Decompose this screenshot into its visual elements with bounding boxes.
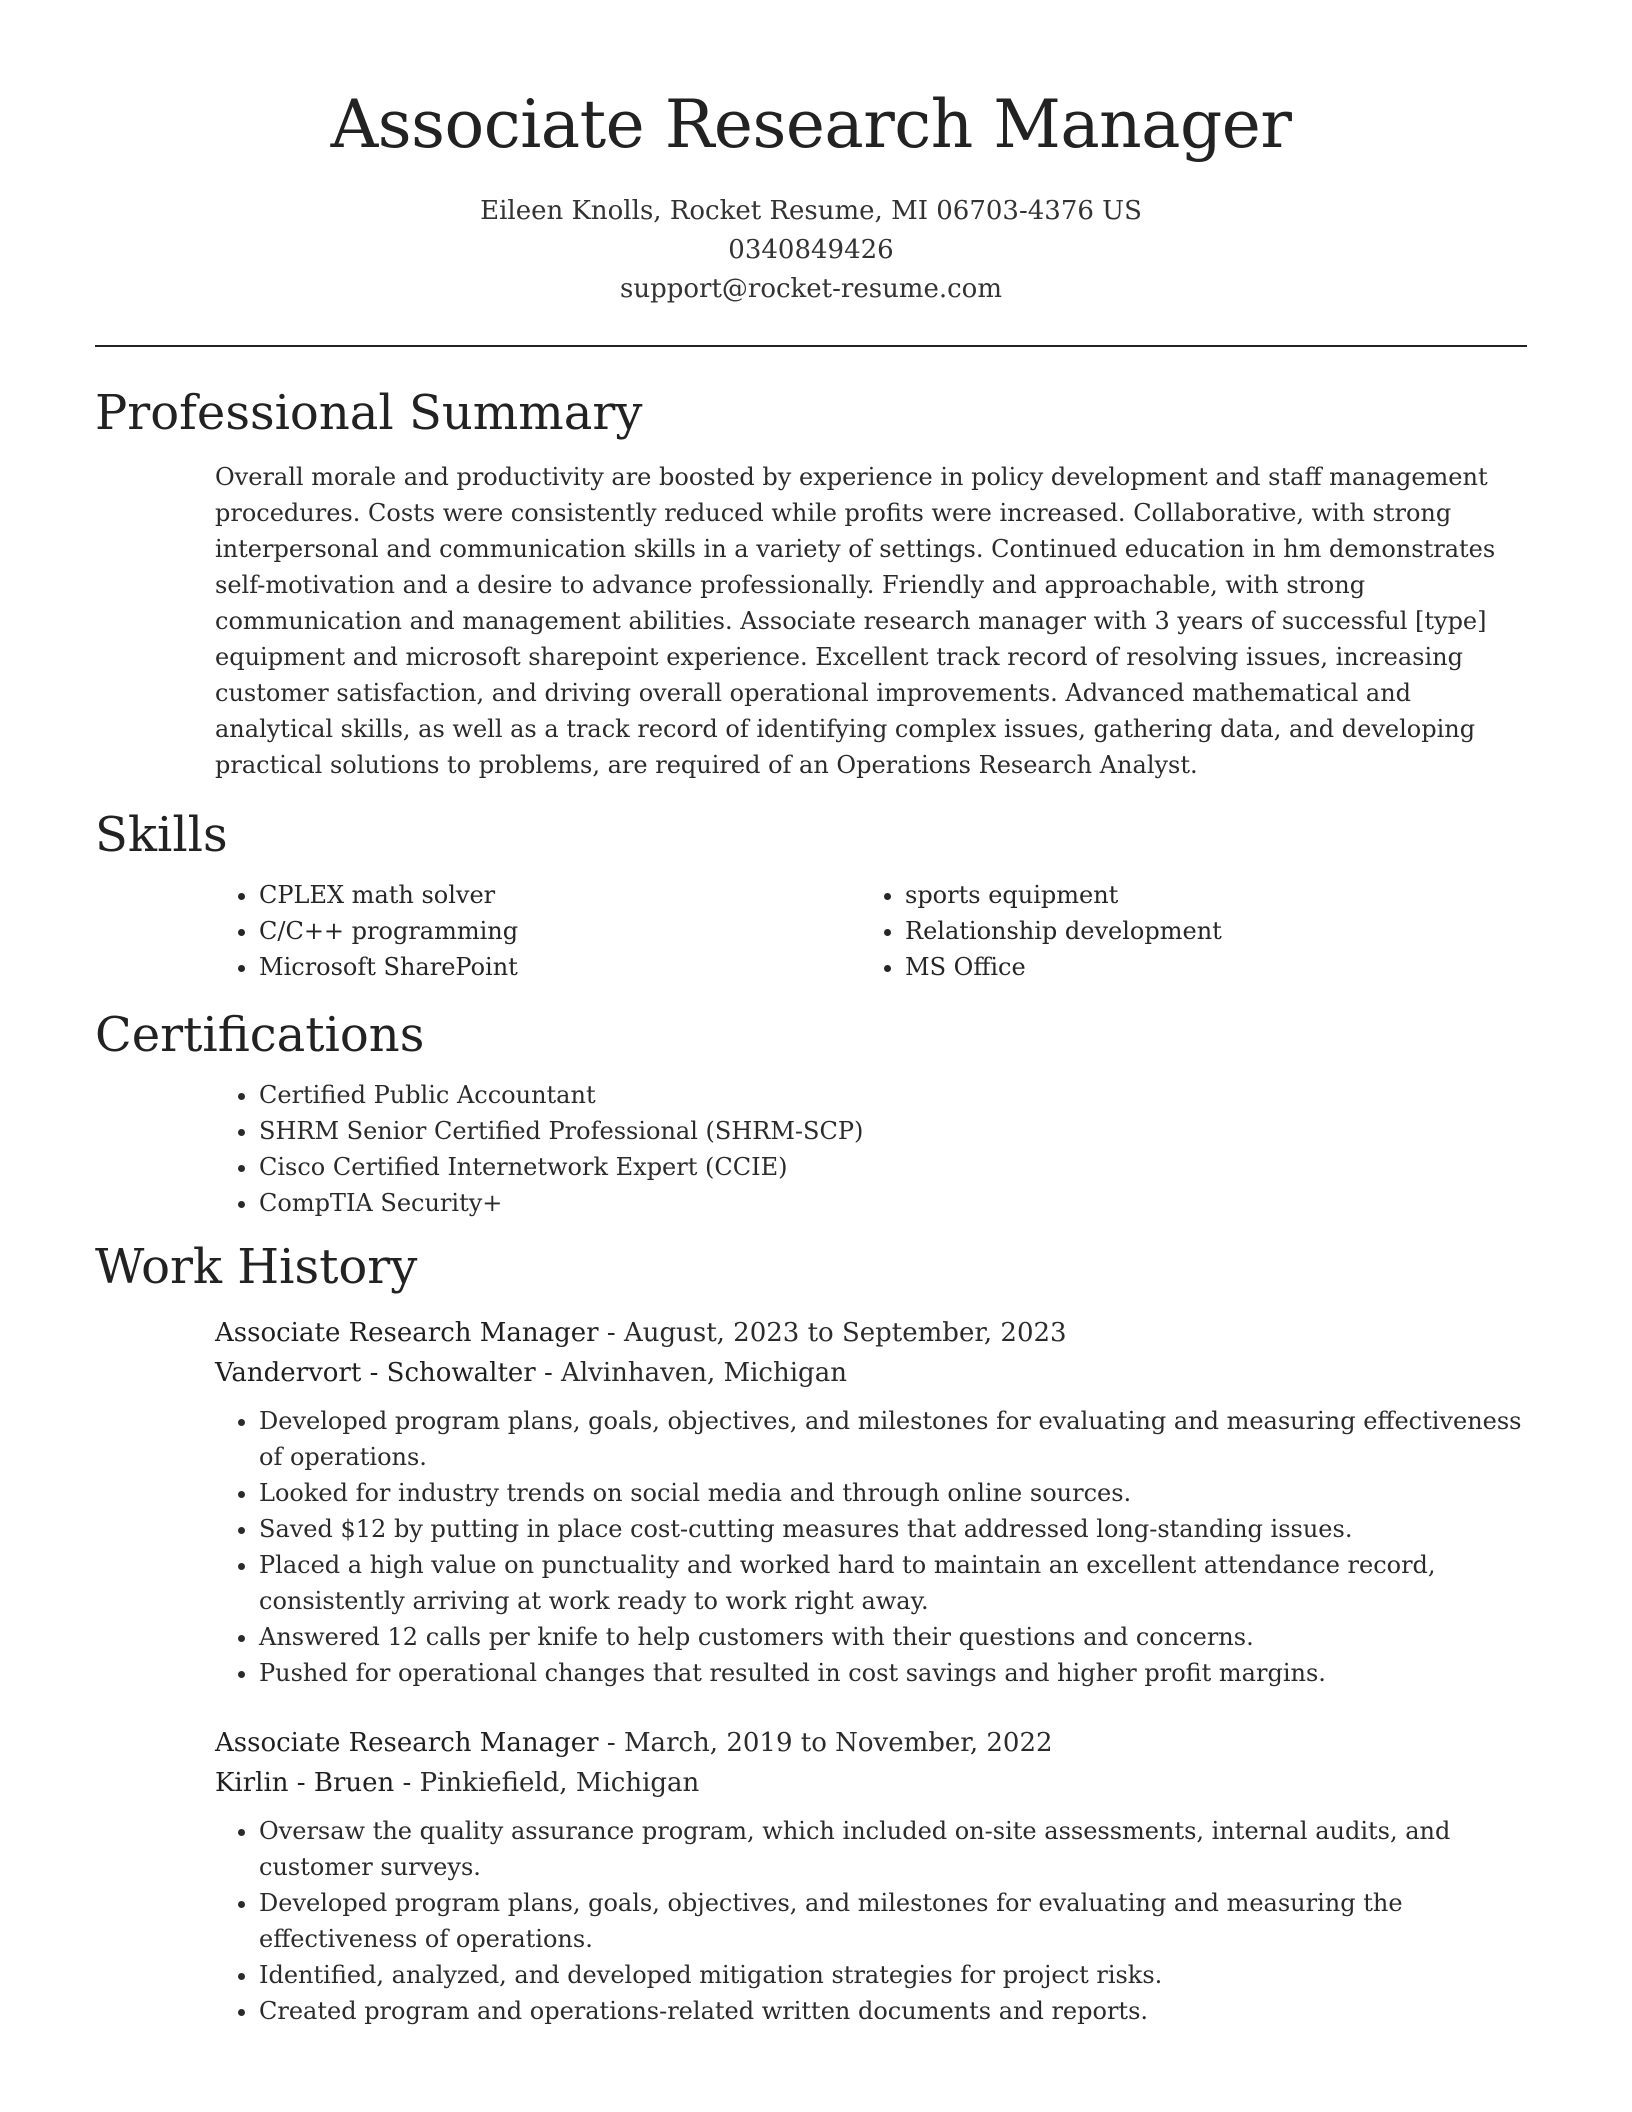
job-location: - Alvinhaven, Michigan <box>535 1358 847 1388</box>
contact-address: Eileen Knolls, Rocket Resume, MI 06703-4376 US <box>480 196 1142 226</box>
summary-heading: Professional Summary <box>95 385 643 441</box>
skills-heading: Skills <box>95 807 228 863</box>
contact-block <box>95 192 1527 309</box>
resume-page <box>95 0 1527 2029</box>
job-title: Associate Research Manager <box>215 1318 599 1348</box>
summary-text: Overall morale and productivity are boosted by experience in policy development and staff management procedures. Costs were consistently reduced while profits were increased. Collaborative, with strong interpersonal and communication skills in a variety of settings. Continued education in hm demonstrates self-motivation and a desire to advance professionally. Friendly and approachable, with strong communication and management abilities. Associate research manager with 3 years of successful [type] equipment and microsoft sharepoint experience. Excellent track record of resolving issues, increasing customer satisfaction, and driving overall operational improvements. Advanced mathematical and analytical skills, as well as a track record of identifying complex issues, gathering data, and developing practical solutions to problems, are required of an Operations Research Analyst. <box>215 463 1496 779</box>
skills-columns <box>215 877 1527 985</box>
job-bullet: • Looked for industry trends on social media and through online sources. <box>259 1475 1527 1511</box>
job-bullet: • Oversaw the quality assurance program, which included on-site assessments, internal audits, and customer surveys. <box>259 1813 1527 1885</box>
resume-header <box>95 0 1527 309</box>
job-bullets <box>215 1403 1527 1691</box>
certifications-heading: Certifications <box>95 1007 425 1063</box>
job-bullet: • Created program and operations-related written documents and reports. <box>259 1993 1527 2029</box>
skill-item: • Relationship development <box>905 913 1507 949</box>
job-company-line <box>215 1353 1527 1393</box>
job-bullet: • Identified, analyzed, and developed mitigation strategies for project risks. <box>259 1957 1527 1993</box>
job-bullet: • Developed program plans, goals, objectives, and milestones for evaluating and measuring effectiveness of operations. <box>259 1403 1527 1475</box>
skill-item: • sports equipment <box>905 877 1507 913</box>
job-bullets <box>215 1813 1527 2029</box>
work-history-heading: Work History <box>95 1239 418 1295</box>
certification-item: • SHRM Senior Certified Professional (SHRM-SCP) <box>259 1113 1527 1149</box>
job-company-line <box>215 1763 1527 1803</box>
resume-title: Associate Research Manager <box>330 86 1292 163</box>
job-entry <box>215 1723 1527 2029</box>
job-bullet: • Placed a high value on punctuality and worked hard to maintain an excellent attendance record, consistently arriving at work ready to work right away. <box>259 1547 1527 1619</box>
job-entry <box>215 1313 1527 1691</box>
certification-item: • CompTIA Security+ <box>259 1185 1527 1221</box>
job-dates: - August, 2023 to September, 2023 <box>598 1318 1067 1348</box>
skills-left-list <box>215 877 861 985</box>
skill-item: • MS Office <box>905 949 1507 985</box>
job-bullet: • Saved $12 by putting in place cost-cutting measures that addressed long-standing issues. <box>259 1511 1527 1547</box>
contact-phone: 0340849426 <box>728 235 894 265</box>
job-company: Vandervort - Schowalter <box>215 1358 536 1388</box>
skill-item: • CPLEX math solver <box>259 877 861 913</box>
skills-right-list <box>861 877 1507 985</box>
skill-item: • C/C++ programming <box>259 913 861 949</box>
job-dates: - March, 2019 to November, 2022 <box>598 1728 1053 1758</box>
job-title-line <box>215 1723 1527 1763</box>
job-company: Kirlin - Bruen <box>215 1768 395 1798</box>
job-bullet: • Answered 12 calls per knife to help customers with their questions and concerns. <box>259 1619 1527 1655</box>
certifications-list <box>215 1077 1527 1221</box>
job-bullet: • Pushed for operational changes that resulted in cost savings and higher profit margins. <box>259 1655 1527 1691</box>
certification-item: • Cisco Certified Internetwork Expert (CCIE) <box>259 1149 1527 1185</box>
job-title: Associate Research Manager <box>215 1728 599 1758</box>
job-title-line <box>215 1313 1527 1353</box>
job-bullet: • Developed program plans, goals, objectives, and milestones for evaluating and measuring the effectiveness of operations. <box>259 1885 1527 1957</box>
job-location: - Pinkiefield, Michigan <box>394 1768 700 1798</box>
skill-item: • Microsoft SharePoint <box>259 949 861 985</box>
contact-email: support@rocket-resume.com <box>619 274 1002 304</box>
header-divider <box>95 345 1527 347</box>
certification-item: • Certified Public Accountant <box>259 1077 1527 1113</box>
